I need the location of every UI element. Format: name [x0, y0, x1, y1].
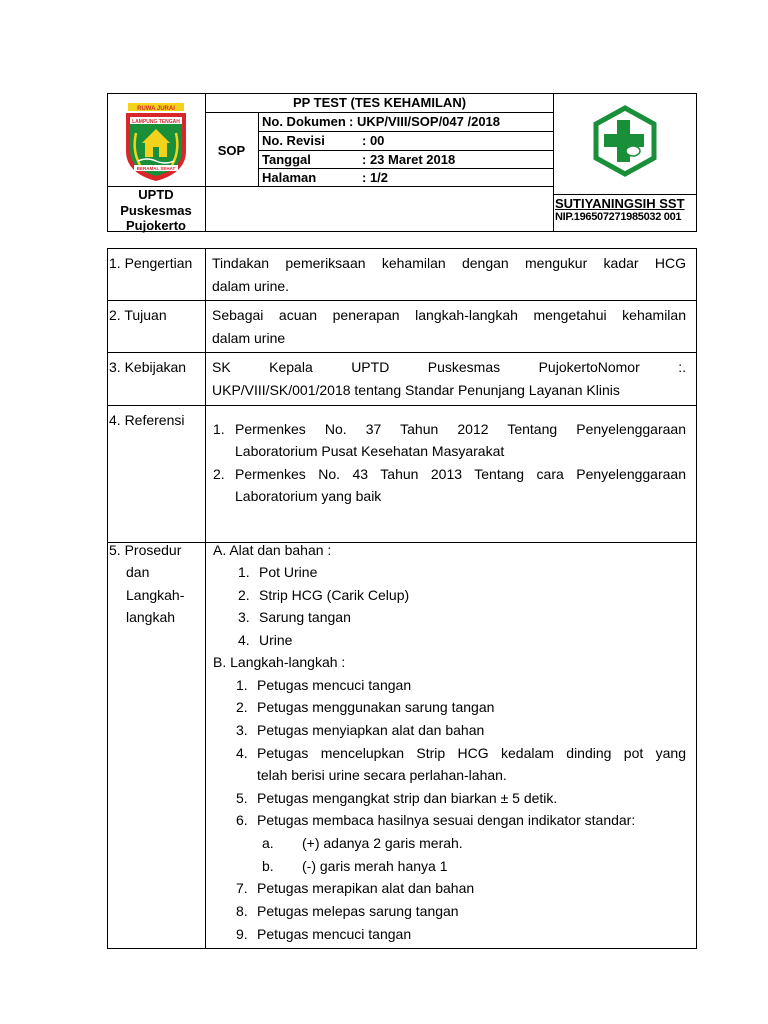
step-num-2: 2.: [236, 699, 248, 715]
alat-num-4: 4.: [238, 632, 250, 648]
label-prosedur-4: langkah: [126, 609, 176, 625]
step-num-9: 9.: [236, 926, 248, 942]
alat-item-4: Urine: [259, 632, 293, 648]
label-prosedur-3: Langkah-: [126, 587, 185, 603]
emblem-door: [153, 147, 159, 157]
step-4-continued: telah berisi urine secara perlahan-lahan.: [257, 767, 507, 783]
step-num-6: 6.: [236, 812, 248, 828]
step-num-8: 8.: [236, 903, 248, 919]
sub-item-b: (-) garis merah hanya 1: [302, 858, 448, 874]
document-title: PP TEST (TES KEHAMILAN): [292, 95, 467, 110]
lampung-tengah-emblem: [122, 99, 190, 183]
meta-value-no-revisi: : 00: [362, 133, 385, 148]
kebijakan-line1: SK Kepala UPTD Puskesmas PujokertoNomor :.: [212, 359, 686, 375]
step-3: Petugas menyiapkan alat dan bahan: [257, 722, 485, 738]
referensi-num-2: 2.: [213, 466, 225, 482]
alat-num-3: 3.: [238, 609, 250, 625]
referensi-item1-line1: Permenkes No. 37 Tahun 2012 Tentang Penyelenggaraan: [235, 421, 686, 437]
step-4: Petugas mencelupkan Strip HCG kedalam dinding pot yang: [257, 745, 686, 761]
step-7: Petugas merapikan alat dan bahan: [257, 880, 475, 896]
logo-center-mark: [626, 146, 640, 156]
pengertian-line2: dalam urine.: [212, 278, 290, 294]
step-num-1: 1.: [236, 677, 248, 693]
meta-value-no-dokumen: : UKP/VIII/SOP/047 /2018: [349, 114, 501, 129]
meta-label-tanggal: Tanggal: [262, 152, 311, 167]
label-prosedur-1: 5. Prosedur: [109, 542, 182, 558]
step-num-3: 3.: [236, 722, 248, 738]
tujuan-line1: Sebagai acuan penerapan langkah-langkah mengetahui kehamilan: [212, 307, 686, 323]
sub-num-a: a.: [262, 835, 274, 851]
label-tujuan: 2. Tujuan: [109, 307, 167, 323]
alat-num-2: 2.: [238, 587, 250, 603]
step-8: Petugas melepas sarung tangan: [257, 903, 459, 919]
emblem-banner-text: RUWA JURAI: [137, 106, 175, 112]
referensi-item2-line2: Laboratorium yang baik: [235, 488, 382, 504]
referensi-item1-line2: Laboratorium Pusat Kesehatan Masyarakat: [235, 443, 505, 459]
sub-item-a: (+) adanya 2 garis merah.: [302, 835, 463, 851]
step-5: Petugas mengangkat strip dan biarkan ± 5 detik.: [257, 790, 558, 806]
step-2: Petugas menggunakan sarung tangan: [257, 699, 495, 715]
pengertian-line1: Tindakan pemeriksaan kehamilan dengan mengukur kadar HCG: [212, 255, 686, 271]
org-line3: Pujokerto: [126, 218, 186, 233]
signer-name: SUTIYANINGSIH SST: [555, 196, 685, 211]
meta-value-halaman: : 1/2: [362, 170, 389, 185]
alat-item-2: Strip HCG (Carik Celup): [259, 587, 410, 603]
referensi-num-1: 1.: [213, 421, 225, 437]
label-referensi: 4. Referensi: [109, 412, 185, 428]
referensi-item2-line1: Permenkes No. 43 Tahun 2013 Tentang cara Penyelenggaraan: [235, 466, 686, 482]
tujuan-line2: dalam urine: [212, 330, 286, 346]
org-line1: UPTD: [138, 187, 174, 202]
step-1: Petugas mencuci tangan: [257, 677, 412, 693]
emblem-motto-text: BERAMAL SEHAT: [136, 166, 176, 171]
sop-label: SOP: [217, 143, 246, 158]
logo-cross-horizontal: [604, 134, 644, 147]
meta-label-no-dokumen: No. Dokumen: [262, 114, 346, 129]
step-num-7: 7.: [236, 880, 248, 896]
alat-num-1: 1.: [238, 564, 250, 580]
emblem-name-text: LAMPUNG TENGAH: [132, 119, 180, 125]
part-b-heading: B. Langkah-langkah :: [213, 654, 346, 670]
alat-item-3: Sarung tangan: [259, 609, 351, 625]
meta-label-no-revisi: No. Revisi: [262, 133, 325, 148]
step-num-5: 5.: [236, 790, 248, 806]
step-9: Petugas mencuci tangan: [257, 926, 412, 942]
label-pengertian: 1. Pengertian: [109, 255, 193, 271]
label-prosedur-2: dan: [126, 564, 150, 580]
kebijakan-line2: UKP/VIII/SK/001/2018 tentang Standar Penunjang Layanan Klinis: [212, 382, 620, 398]
meta-value-tanggal: : 23 Maret 2018: [362, 152, 456, 167]
alat-item-1: Pot Urine: [259, 564, 318, 580]
sub-num-b: b.: [262, 858, 274, 874]
step-num-4: 4.: [236, 745, 248, 761]
signer-nip: NIP.196507271985032 001: [555, 211, 682, 223]
label-kebijakan: 3. Kebijakan: [109, 359, 187, 375]
meta-label-halaman: Halaman: [262, 170, 317, 185]
org-line2: Puskesmas: [120, 203, 192, 218]
part-a-heading: A. Alat dan bahan :: [213, 542, 332, 558]
puskesmas-logo: [592, 105, 658, 177]
step-6: Petugas membaca hasilnya sesuai dengan indikator standar:: [257, 812, 636, 828]
